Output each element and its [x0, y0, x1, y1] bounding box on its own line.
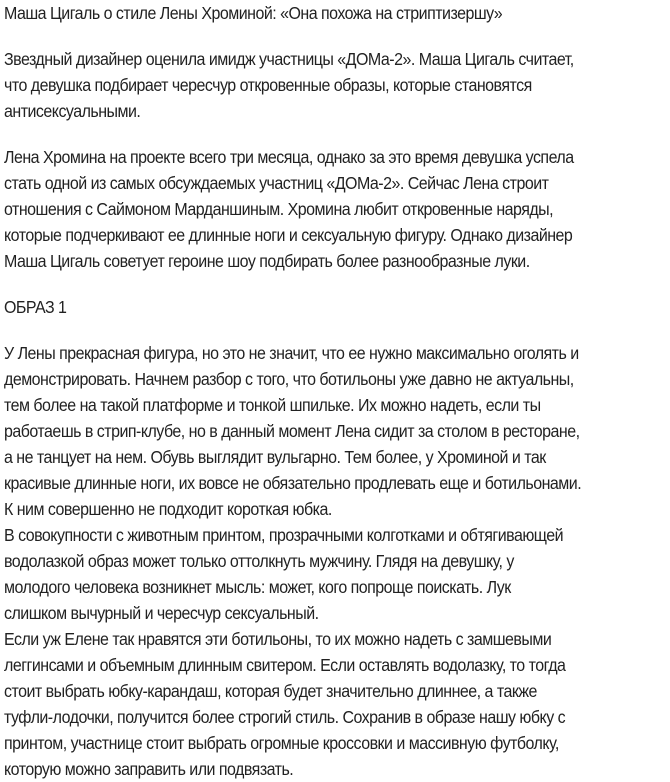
intro-paragraph: [4, 144, 670, 274]
text-line: У Лены прекрасная фигура, но это не значит, что ее нужно максимально оголять и: [4, 343, 579, 363]
text-line: Если уж Елене так нравятся эти ботильоны, то их можно надеть с замшевыми: [4, 629, 552, 649]
spacer: [4, 124, 670, 144]
spacer: [4, 320, 670, 340]
text-line: принтом, участнице стоит выбрать огромные кроссовки и массивную футболку,: [4, 733, 559, 753]
text-line: работаешь в стрип-клубе, но в данный момент Лена сидит за столом в ресторане,: [4, 421, 580, 441]
text-line: демонстрировать. Начнем разбор с того, что ботильоны уже давно не актуальны,: [4, 369, 574, 389]
text-line: стать одной из самых обсуждаемых участниц «ДОМа-2». Сейчас Лена строит: [4, 173, 549, 193]
text-line: Лена Хромина на проекте всего три месяца, однако за это время девушка успела: [4, 147, 574, 167]
text-line: красивые длинные ноги, их вовсе не обязательно продлевать еще и ботильонами.: [4, 473, 582, 493]
text-line: Звездный дизайнер оценила имидж участницы «ДОМа-2». Маша Цигаль считает,: [4, 49, 574, 69]
text-line: которые подчеркивают ее длинные ноги и сексуальную фигуру. Однако дизайнер: [4, 225, 573, 245]
text-line: что девушка подбирает чересчур откровенные образы, которые становятся: [4, 75, 532, 95]
section-heading: ОБРАЗ 1: [4, 297, 67, 317]
text-line: тем более на такой платформе и тонкой шпильке. Их можно надеть, если ты: [4, 395, 541, 415]
spacer: [4, 26, 670, 46]
text-line: а не танцует на нем. Обувь выглядит вульгарно. Тем более, у Хроминой и так: [4, 447, 546, 467]
lead-paragraph: [4, 46, 670, 124]
text-line: которую можно заправить или подвязать.: [4, 759, 294, 779]
text-line: молодого человека возникнет мысль: может, кого попроще поискать. Лук: [4, 577, 511, 597]
article-title: Маша Цигаль о стиле Лены Хроминой: «Она похожа на стриптизершу»: [4, 3, 503, 23]
text-line: отношения с Саймоном Марданшиным. Хромина любит откровенные наряды,: [4, 199, 554, 219]
body-paragraph: [4, 340, 670, 782]
text-line: В совокупности с животным принтом, прозрачными колготками и обтягивающей: [4, 525, 564, 545]
text-line: леггинсами и объемным длинным свитером. Если оставлять водолазку, то тогда: [4, 655, 566, 675]
spacer: [4, 274, 670, 294]
text-line: стоит выбрать юбку-карандаш, которая будет значительно длиннее, а также: [4, 681, 537, 701]
text-line: К ним совершенно не подходит короткая юбка.: [4, 499, 332, 519]
text-line: антисексуальными.: [4, 101, 141, 121]
text-line: Маша Цигаль советует героине шоу подбирать более разнообразные луки.: [4, 251, 530, 271]
text-line: слишком вычурный и чересчур сексуальный.: [4, 603, 319, 623]
text-line: туфли-лодочки, получится более строгий стиль. Сохранив в образе нашу юбку с: [4, 707, 566, 727]
text-line: водолазкой образ может только оттолкнуть мужчину. Глядя на девушку, у: [4, 551, 514, 571]
